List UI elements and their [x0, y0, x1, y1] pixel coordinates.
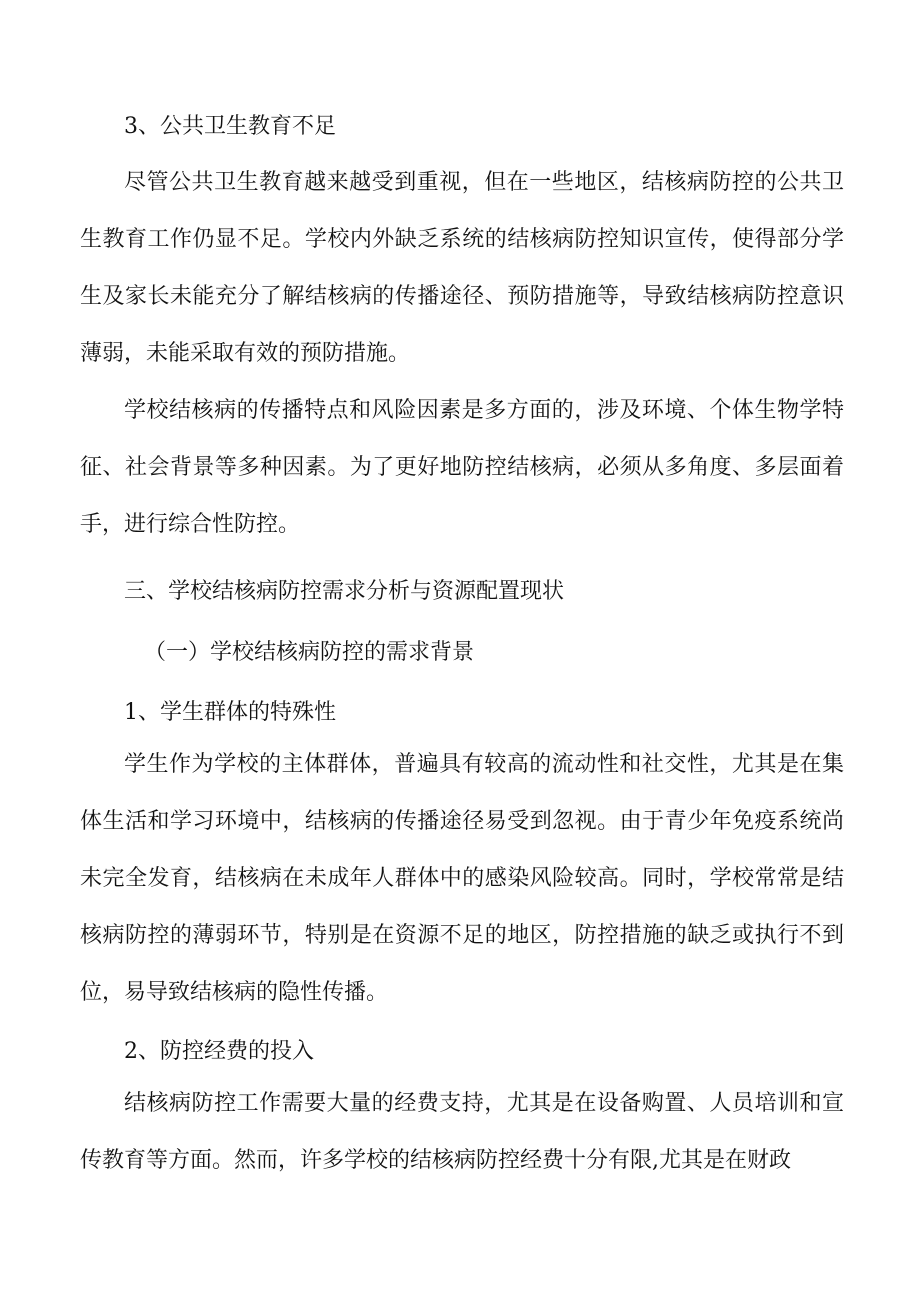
heading-funding: 2、防控经费的投入 — [124, 1039, 314, 1064]
section-title-needs-analysis: 三、学校结核病防控需求分析与资源配置现状 — [124, 579, 565, 604]
paragraph-summary: 学校结核病的传播特点和风险因素是多方面的，涉及环境、个体生物学特征、社会背景等多种因素。为了更好地防控结核病，必须从多角度、多层面着手，进行综合性防控。 — [80, 398, 844, 537]
paragraph-funding: 结核病防控工作需要大量的经费支持，尤其是在设备购置、人员培训和宣传教育等方面。然而，许多学校的结核病防控经费十分有限,尤其是在财政 — [80, 1091, 844, 1173]
heading-student-group: 1、学生群体的特殊性 — [124, 700, 336, 725]
paragraph-public-health-education: 尽管公共卫生教育越来越受到重视，但在一些地区，结核病防控的公共卫生教育工作仍显不足。学校内外缺乏系统的结核病防控知识宣传，使得部分学生及家长未能充分了解结核病的传播途径、预防措施等，导致结核病防控意识薄弱，未能采取有效的预防措施。 — [80, 170, 844, 366]
heading-public-health-education: 3、公共卫生教育不足 — [124, 114, 336, 139]
paragraph-student-group: 学生作为学校的主体群体，普遍具有较高的流动性和社交性，尤其是在集体生活和学习环境中，结核病的传播途径易受到忽视。由于青少年免疫系统尚未完全发育，结核病在未成年人群体中的感染风险较高。同时，学校常常是结核病防控的薄弱环节，特别是在资源不足的地区，防控措施的缺乏或执行不到位，易导致结核病的隐性传播。 — [80, 752, 844, 1005]
subsection-title-needs-background: （一）学校结核病防控的需求背景 — [144, 640, 475, 665]
